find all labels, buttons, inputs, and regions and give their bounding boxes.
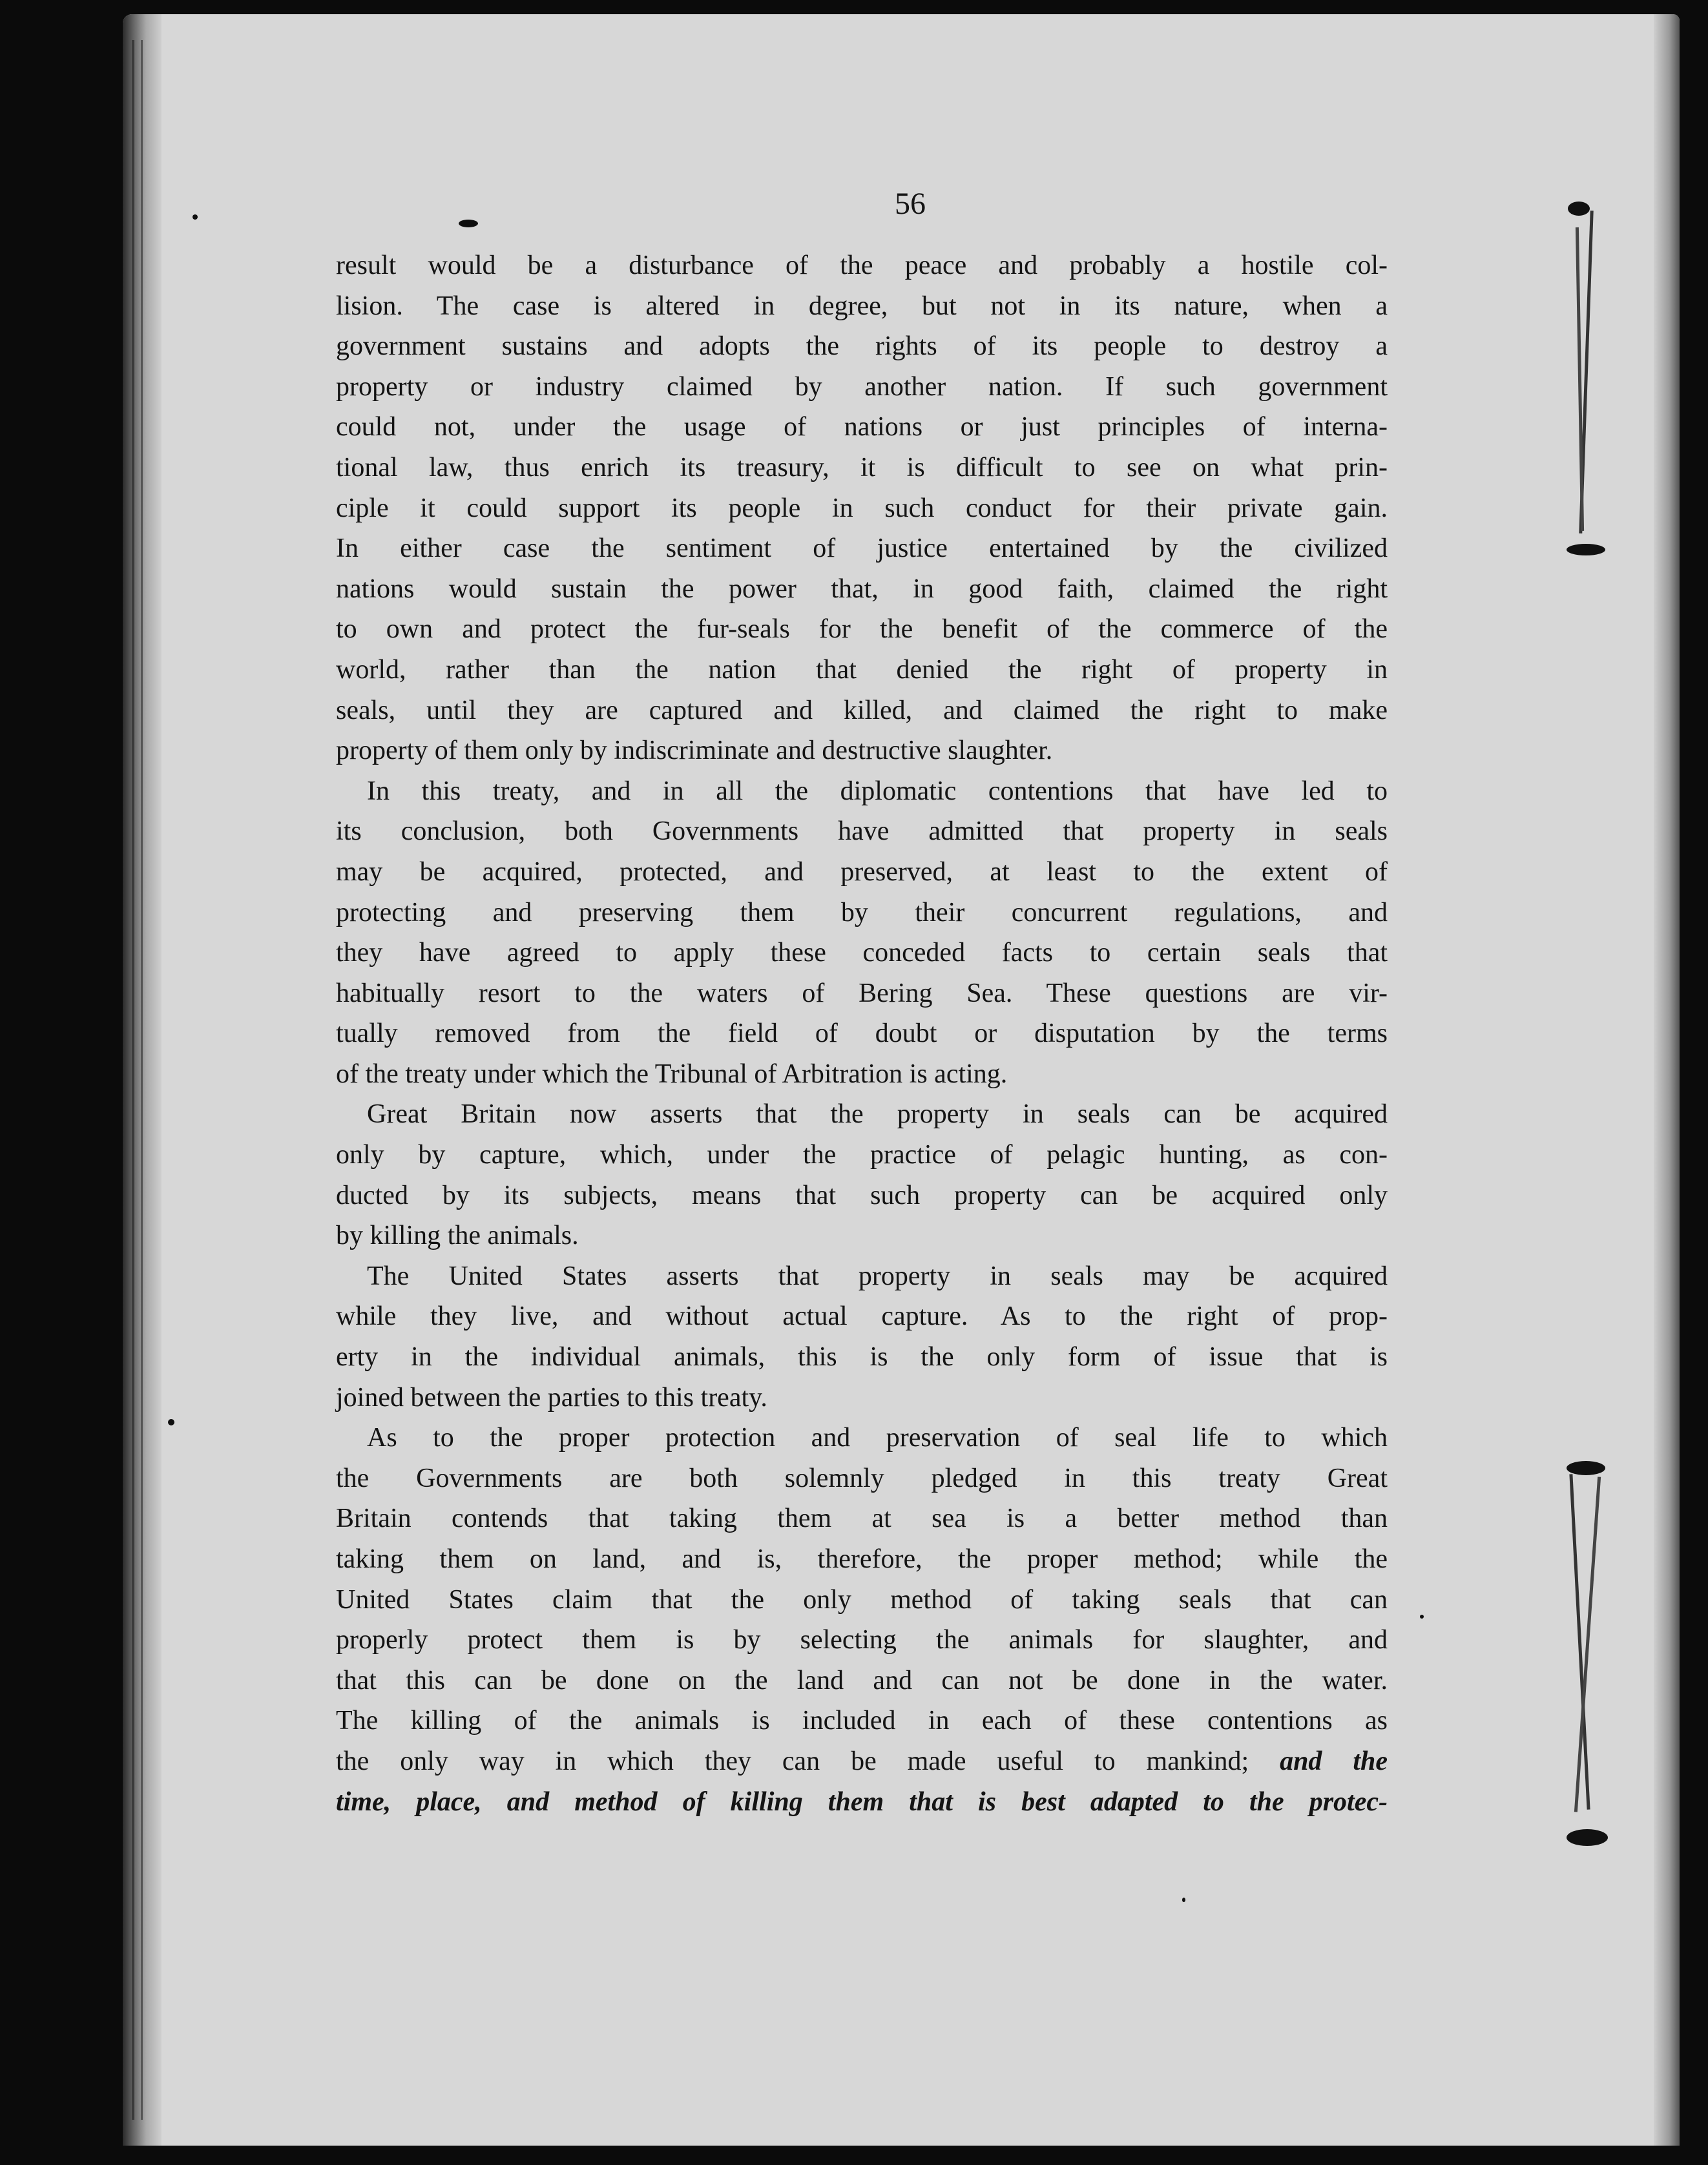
text-line: may be acquired, protected, and preserved, at least to the extent of bbox=[336, 856, 1388, 887]
text-line: the Governments are both solemnly pledged in this treaty Great bbox=[336, 1463, 1388, 1493]
spine-edge-line bbox=[132, 40, 134, 2120]
text-line: nations would sustain the power that, in good faith, claimed the right bbox=[336, 574, 1388, 604]
text-line: seals, until they are captured and killed, and claimed the right to make bbox=[336, 695, 1388, 725]
text-line: only by capture, which, under the practice of pelagic hunting, as con- bbox=[336, 1140, 1388, 1170]
text-line: ducted by its subjects, means that such property can be acquired only bbox=[336, 1180, 1388, 1210]
ink-speck bbox=[1182, 1898, 1185, 1902]
text-line: erty in the individual animals, this is the only form of issue that is bbox=[336, 1342, 1388, 1373]
text-line bbox=[336, 1782, 1388, 1823]
text-line: As to the proper protection and preservation of seal life to which bbox=[367, 1423, 1388, 1453]
paragraph bbox=[336, 771, 1388, 1095]
book-spine bbox=[123, 14, 161, 2146]
text-line: The United States asserts that property in seals may be acquired bbox=[367, 1261, 1388, 1291]
paragraph bbox=[336, 245, 1388, 771]
text-line: In this treaty, and in all the diplomatic contentions that have led to bbox=[367, 776, 1388, 806]
text-line: In either case the sentiment of justice entertained by the civilized bbox=[336, 533, 1388, 564]
text-line: they have agreed to apply these conceded facts to certain seals that bbox=[336, 938, 1388, 968]
roman-text: the only way in which they can be made useful to mankind; bbox=[336, 1746, 1280, 1776]
text-line: property or industry claimed by another nation. If such government bbox=[336, 371, 1388, 402]
text-line: world, rather than the nation that denied the right of property in bbox=[336, 654, 1388, 685]
italic-text: and the bbox=[1280, 1746, 1388, 1776]
text-line: result would be a disturbance of the peace and probably a hostile col- bbox=[336, 251, 1388, 280]
binding-stitch-top bbox=[1567, 202, 1605, 563]
text-line: of the treaty under which the Tribunal of Arbitration is acting. bbox=[336, 1059, 1008, 1089]
text-line: while they live, and without actual capture. As to the right of prop- bbox=[336, 1301, 1388, 1332]
text-line: taking them on land, and is, therefore, the proper method; while the bbox=[336, 1544, 1388, 1574]
text-line bbox=[336, 1741, 1388, 1782]
body-text bbox=[336, 245, 1388, 1822]
ink-speck bbox=[193, 214, 198, 220]
page-number: 56 bbox=[895, 187, 926, 221]
text-line: tually removed from the field of doubt or disputation by the terms bbox=[336, 1019, 1388, 1049]
text-line: by killing the animals. bbox=[336, 1221, 579, 1251]
text-line: that this can be done on the land and can not be done in the water. bbox=[336, 1665, 1388, 1695]
text-line: its conclusion, both Governments have admitted that property in seals bbox=[336, 816, 1388, 847]
spine-edge-line bbox=[141, 40, 143, 2120]
paragraph bbox=[336, 1094, 1388, 1256]
text-line: could not, under the usage of nations or just principles of interna- bbox=[336, 412, 1388, 442]
ink-speck bbox=[1420, 1615, 1424, 1619]
ink-speck bbox=[459, 220, 478, 227]
text-line: joined between the parties to this treaty. bbox=[336, 1382, 767, 1413]
text-line: The killing of the animals is included in each of these contentions as bbox=[336, 1706, 1388, 1736]
text-line: property of them only by indiscriminate and destructive slaughter. bbox=[336, 736, 1053, 766]
text-line: ciple it could support its people in such conduct for their private gain. bbox=[336, 493, 1388, 523]
text-line: protecting and preserving them by their concurrent regulations, and bbox=[336, 897, 1388, 927]
binding-stitch-bottom bbox=[1567, 1461, 1605, 1849]
page-right-edge bbox=[1654, 14, 1680, 2146]
italic-text: time, place, and method of killing them that is best adapted to the protec- bbox=[336, 1787, 1388, 1817]
text-line: tional law, thus enrich its treasury, it is difficult to see on what prin- bbox=[336, 452, 1388, 482]
text-line: to own and protect the fur-seals for the benefit of the commerce of the bbox=[336, 614, 1388, 645]
text-line: properly protect them is by selecting the animals for slaughter, and bbox=[336, 1625, 1388, 1655]
ink-speck bbox=[168, 1419, 174, 1425]
paragraph bbox=[336, 1256, 1388, 1418]
text-line: habitually resort to the waters of Bering Sea. These questions are vir- bbox=[336, 978, 1388, 1008]
text-line: government sustains and adopts the rights of its people to destroy a bbox=[336, 331, 1388, 362]
text-line: United States claim that the only method of taking seals that can bbox=[336, 1584, 1388, 1615]
paragraph bbox=[336, 1418, 1388, 1822]
text-line: Great Britain now asserts that the property in seals can be acquired bbox=[367, 1099, 1388, 1130]
text-line: lision. The case is altered in degree, but not in its nature, when a bbox=[336, 291, 1388, 321]
text-line: Britain contends that taking them at sea is a better method than bbox=[336, 1504, 1388, 1534]
